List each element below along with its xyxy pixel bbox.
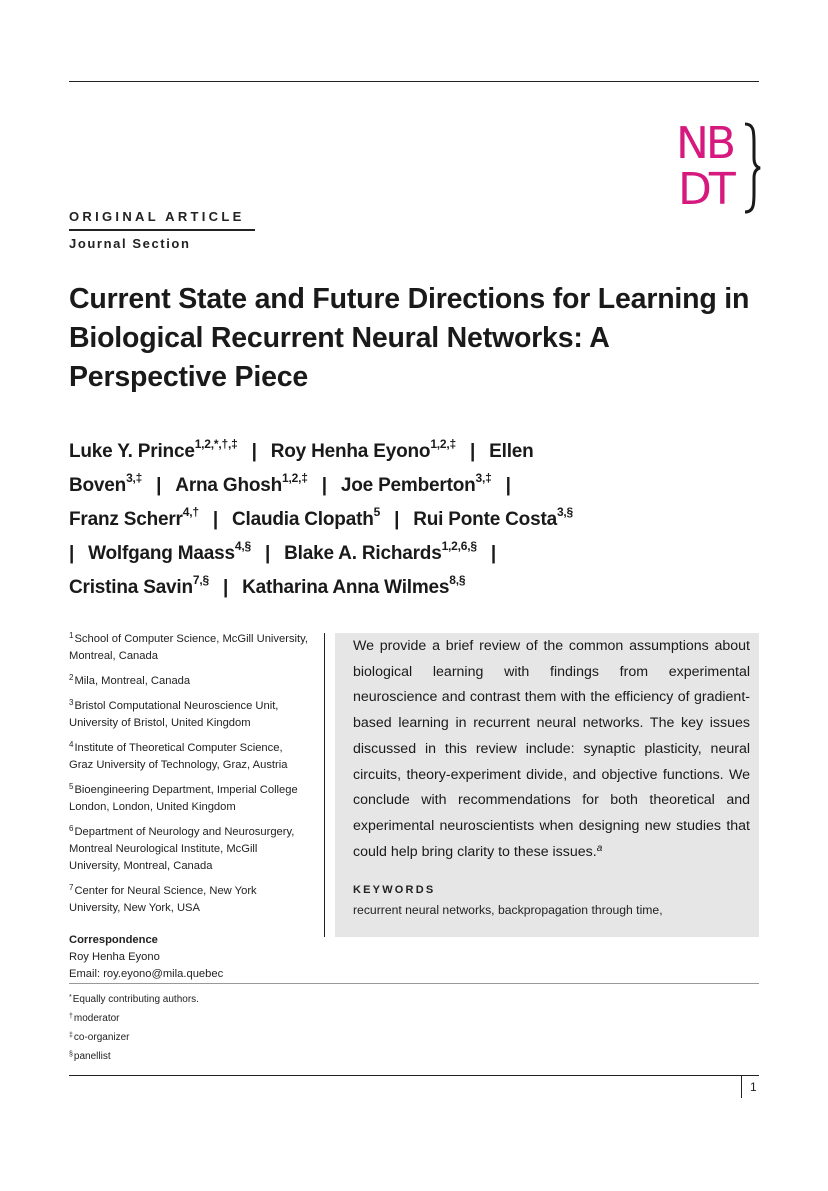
correspondence-heading: Correspondence xyxy=(69,934,158,946)
affiliation xyxy=(69,879,309,917)
journal-logo xyxy=(676,120,762,216)
author-separator: | xyxy=(69,543,75,564)
footnote xyxy=(69,1046,319,1065)
affiliation-number: 4 xyxy=(69,740,74,749)
top-rule xyxy=(69,81,759,82)
footnote xyxy=(69,1008,319,1027)
affiliation-text: Bioengineering Department, Imperial College London, London, United Kingdom xyxy=(69,784,298,813)
author-separator: | xyxy=(490,543,497,564)
author-name: Katharina Anna Wilmes xyxy=(242,577,450,598)
keywords-heading: KEYWORDS xyxy=(353,884,436,896)
affiliation-number: 3 xyxy=(69,698,74,707)
footnote xyxy=(69,989,319,1008)
affiliation-text: Mila, Montreal, Canada xyxy=(74,675,191,687)
author-name: Rui Ponte Costa xyxy=(413,509,557,530)
footnote-text: Equally contributing authors. xyxy=(72,994,199,1005)
footnote-text: moderator xyxy=(73,1013,120,1024)
author-sup: 4,§ xyxy=(234,538,251,553)
author-separator: | xyxy=(212,509,218,530)
footnote-mark: † xyxy=(69,1013,73,1020)
author-name: Wolfgang Maass xyxy=(88,543,235,564)
journal-section: Journal Section xyxy=(69,236,191,251)
affiliation-text: Bristol Computational Neuroscience Unit, University of Bristol, United Kingdom xyxy=(69,700,279,729)
author-separator: | xyxy=(251,441,257,462)
correspondence-name: Roy Henha Eyono xyxy=(69,951,160,963)
author-sup: 1,2,‡ xyxy=(282,470,308,485)
affiliation-number: 2 xyxy=(69,673,74,682)
footnote-rule xyxy=(69,983,759,984)
affiliation xyxy=(69,778,309,816)
affiliation-number: 7 xyxy=(69,883,74,892)
affiliation xyxy=(69,627,309,665)
page-number-tick xyxy=(741,1076,742,1098)
footnote xyxy=(69,1027,319,1046)
affiliation-number: 6 xyxy=(69,824,74,833)
correspondence-email[interactable]: Email: roy.eyono@mila.quebec xyxy=(69,968,224,980)
footnote-mark: * xyxy=(69,994,72,1001)
abstract-note-mark: a xyxy=(596,842,603,854)
author-list xyxy=(69,435,589,605)
footnotes xyxy=(69,989,319,1065)
author-name: Cristina Savin xyxy=(69,577,193,598)
author-sup: 3,§ xyxy=(556,504,574,519)
affiliation-text: Department of Neurology and Neurosurgery, Montreal Neurological Institute, McGill University, Montreal, Canada xyxy=(69,826,295,872)
author-sup: 1,2,‡ xyxy=(430,436,457,451)
correspondence xyxy=(69,932,309,983)
author-separator: | xyxy=(470,441,476,462)
author-separator: | xyxy=(223,577,229,598)
author-separator: | xyxy=(321,475,327,496)
author-separator: | xyxy=(156,475,162,496)
author-name: Joe Pemberton xyxy=(340,475,476,496)
author-sup: 5 xyxy=(373,504,381,519)
footnote-text: co-organizer xyxy=(73,1032,130,1043)
author-separator: | xyxy=(264,543,271,564)
brace-icon xyxy=(742,122,762,214)
author-name: Ellen Boven xyxy=(69,441,534,496)
affiliation-list xyxy=(69,627,309,921)
affiliation xyxy=(69,820,309,875)
affiliation xyxy=(69,669,309,690)
author-name: Roy Henha Eyono xyxy=(270,441,431,462)
author-sup: 7,§ xyxy=(192,572,210,587)
paper-title: Current State and Future Directions for Learning in Biological Recurrent Neural Networks: A Perspective Piece xyxy=(69,283,750,393)
author-sup: 3,‡ xyxy=(126,470,143,485)
author-name: Luke Y. Prince xyxy=(69,441,195,462)
affiliation xyxy=(69,694,309,732)
logo-line-2: DT xyxy=(678,164,733,215)
author-separator: | xyxy=(394,509,400,530)
author-sup: 4,† xyxy=(182,504,199,519)
affiliation-number: 5 xyxy=(69,782,74,791)
affiliation-text: School of Computer Science, McGill University, Montreal, Canada xyxy=(69,633,309,662)
affiliation-text: Institute of Theoretical Computer Science, Graz University of Technology, Graz, Austria xyxy=(69,742,288,771)
author-name: Blake A. Richards xyxy=(284,543,442,564)
article-type-underline xyxy=(69,229,255,231)
author-name: Arna Ghosh xyxy=(175,475,283,496)
page-number: 1 xyxy=(750,1080,757,1094)
footnote-mark: ‡ xyxy=(69,1032,73,1039)
abstract-divider xyxy=(324,633,325,937)
article-type: ORIGINAL ARTICLE xyxy=(69,209,245,224)
footnote-mark: § xyxy=(69,1051,73,1058)
author-separator: | xyxy=(505,475,511,496)
author-sup: 1,2,6,§ xyxy=(441,538,477,553)
author-sup: 8,§ xyxy=(449,572,466,587)
bottom-rule xyxy=(69,1075,759,1076)
author-sup: 1,2,*,†,‡ xyxy=(194,436,238,451)
author-sup: 3,‡ xyxy=(475,470,492,485)
footnote-text: panellist xyxy=(73,1051,111,1062)
abstract-text xyxy=(353,634,750,865)
author-name: Franz Scherr xyxy=(69,509,183,530)
affiliation xyxy=(69,736,309,774)
logo-line-1: NB xyxy=(676,118,734,169)
author-name: Claudia Clopath xyxy=(231,509,374,530)
affiliation-number: 1 xyxy=(69,631,74,640)
affiliation-text: Center for Neural Science, New York University, New York, USA xyxy=(69,885,257,914)
keywords-text: recurrent neural networks, backpropagation through time, xyxy=(353,903,663,917)
abstract-body: We provide a brief review of the common assumptions about biological learning with findings from experimental neuroscience and contrast them with the efficiency of gradient-based learning in recurrent neural networks. The key issues discussed in this review include: synaptic plasticity, neural circuits, theory-experiment divide, and objective functions. We conclude with recommendations for both theoretical and experimental neuroscientists when designing new studies that could help bring clarity to these issues. xyxy=(353,638,750,860)
